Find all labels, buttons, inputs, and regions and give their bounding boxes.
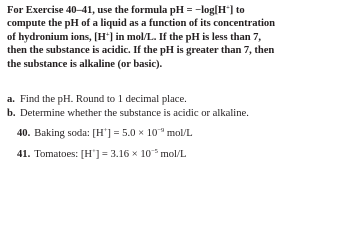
exercise-label: Baking soda: [H (34, 128, 104, 139)
plus-superscript: + (92, 147, 96, 155)
task-part-b (7, 107, 249, 121)
exercise-value: ] = 3.16 × 10 (95, 148, 151, 160)
exercise-unit: mol/L (164, 128, 193, 139)
part-text: Determine whether the substance is acidic or alkaline. (20, 107, 249, 119)
part-marker: b. (7, 107, 16, 119)
instructions-paragraph (7, 4, 333, 71)
instructions-text: ] in mol/L. If the pH is less than 7, (109, 31, 261, 43)
plus-superscript: + (105, 30, 110, 38)
exercise-value: ] = 5.0 × 10 (107, 128, 158, 139)
exponent-superscript: −9 (157, 127, 165, 134)
exercise-40 (17, 124, 193, 145)
instructions-line-5: the substance is alkaline (or basic). (7, 58, 163, 70)
exercise-unit: mol/L (157, 148, 187, 160)
plus-superscript: + (103, 127, 108, 134)
plus-superscript: + (226, 4, 230, 11)
exercise-41 (17, 145, 193, 166)
exercise-number: 41. (17, 148, 31, 160)
exponent-superscript: −5 (150, 147, 158, 155)
task-parts-list (7, 93, 249, 120)
exercise-list (17, 124, 193, 165)
exercise-label: Tomatoes: [H (34, 148, 93, 160)
exercise-number: 40. (17, 128, 31, 139)
instructions-line-4: then the substance is acidic. If the pH is greater than 7, then (7, 45, 275, 57)
instructions-text: of hydronium ions, [H (7, 31, 106, 43)
instructions-line-3 (7, 31, 333, 44)
instructions-text: ] to (229, 5, 245, 16)
part-marker: a. (7, 94, 15, 105)
instructions-line-1 (7, 4, 333, 17)
instructions-text: For Exercise 40–41, use the formula pH = −log[H (7, 5, 227, 16)
part-text: Find the pH. Round to 1 decimal place. (20, 94, 187, 105)
instructions-line-2: compute the pH of a liquid as a function of its concentration (7, 18, 275, 30)
task-part-a (7, 93, 249, 107)
